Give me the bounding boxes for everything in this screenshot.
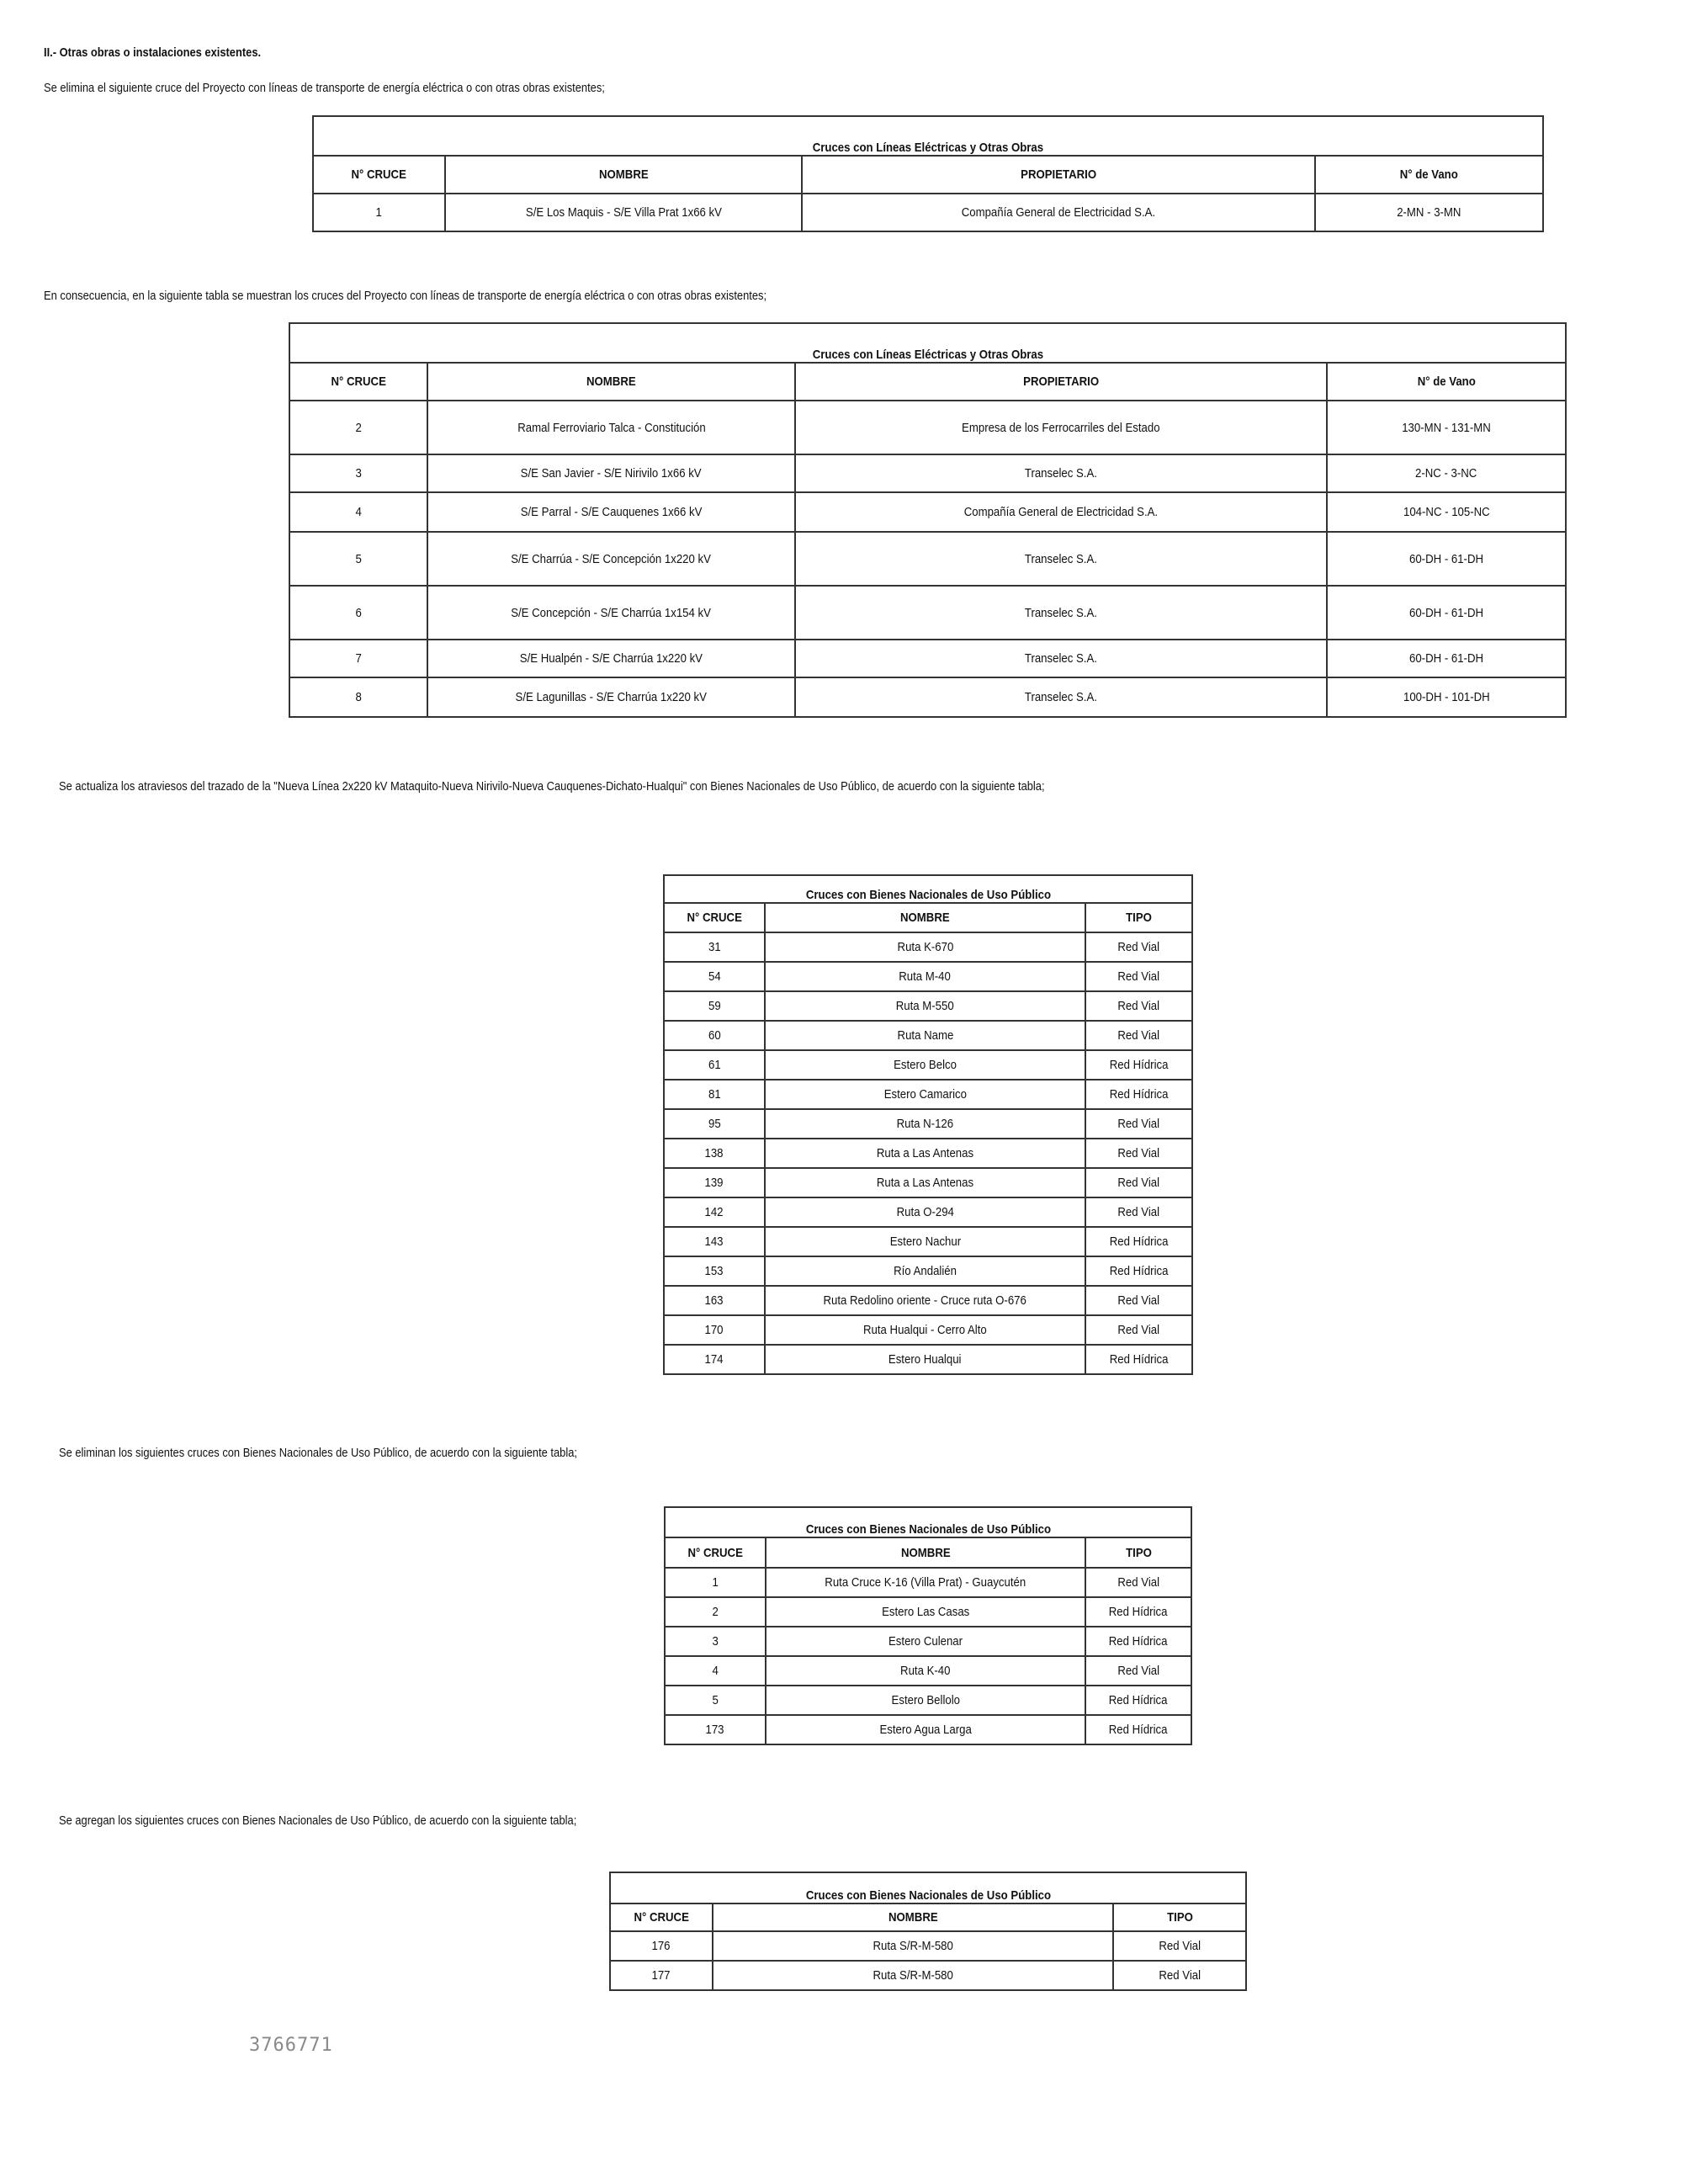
table-cell [1113, 1961, 1246, 1990]
cell-text: Empresa de los Ferrocarriles del Estado [962, 420, 1160, 435]
cell-text: 176 [651, 1939, 671, 1953]
table-cell [1085, 1168, 1192, 1197]
table-cell [289, 586, 427, 640]
cell-text: Ruta M-40 [899, 969, 952, 984]
table-cell [427, 586, 795, 640]
table-cell [1113, 1931, 1246, 1961]
cell-text: Red Vial [1117, 1146, 1160, 1160]
table-cell [664, 1109, 765, 1139]
table-cell [1085, 1656, 1191, 1686]
cell-text: 60 [708, 1028, 721, 1043]
cell-text: 143 [704, 1234, 724, 1249]
cell-text: 95 [708, 1117, 721, 1131]
cell-text: Ruta M-550 [896, 999, 954, 1013]
cell-text: Transelec S.A. [1024, 651, 1098, 666]
table-cell [795, 532, 1327, 586]
cell-text: 130-MN - 131-MN [1402, 420, 1491, 435]
table-cell [1327, 677, 1566, 717]
cell-text: Ruta Name [897, 1028, 953, 1043]
table-removed-public-crossings [664, 1506, 1192, 1745]
cell-text: Ruta a Las Antenas [876, 1176, 974, 1190]
table-row [664, 1315, 1192, 1345]
cell-text: 4 [355, 505, 362, 519]
table-row [665, 1597, 1191, 1627]
table-row [664, 1080, 1192, 1109]
table-cell [664, 1227, 765, 1256]
cell-text: S/E Hualpén - S/E Charrúa 1x220 kV [519, 651, 703, 666]
cell-text: 3 [712, 1634, 719, 1649]
table-row [664, 932, 1192, 962]
table-row [665, 1656, 1191, 1686]
col-header-vano: N° de Vano [1417, 374, 1476, 389]
cell-text: Red Hídrica [1109, 1234, 1169, 1249]
cell-text: Ruta K-670 [897, 940, 953, 954]
cell-text: Ruta Redolino oriente - Cruce ruta O-676 [823, 1293, 1027, 1308]
table-cell [765, 1080, 1085, 1109]
table-row [665, 1568, 1191, 1597]
table-cell [795, 640, 1327, 677]
cell-text: Compañía General de Electricidad S.A. [961, 205, 1156, 220]
cell-text: 2 [712, 1605, 719, 1619]
cell-text: Red Hídrica [1109, 1058, 1169, 1072]
col-header-cruce: N° CRUCE [351, 167, 407, 182]
cell-text: 177 [651, 1968, 671, 1983]
table-row [664, 1345, 1192, 1374]
cell-text: Red Hídrica [1109, 1693, 1168, 1707]
table-cell [765, 1256, 1085, 1286]
table-row [289, 640, 1566, 677]
table-cell [664, 1080, 765, 1109]
table-cell [795, 586, 1327, 640]
table-cell [1085, 1597, 1191, 1627]
table-row [610, 1961, 1246, 1990]
cell-text: 4 [712, 1664, 719, 1678]
table-cell [664, 962, 765, 991]
table-cell [1085, 1315, 1192, 1345]
table-cell [610, 1961, 713, 1990]
table-cell [664, 1021, 765, 1050]
table-title: Cruces con Líneas Eléctricas y Otras Obras [812, 141, 1044, 155]
table-row [664, 1256, 1192, 1286]
table-cell [665, 1715, 766, 1744]
cell-text: Transelec S.A. [1024, 551, 1098, 566]
cell-text: Ruta K-40 [900, 1664, 951, 1678]
cell-text: 153 [704, 1264, 724, 1278]
table-cell [1085, 1568, 1191, 1597]
cell-text: 81 [708, 1087, 721, 1102]
table-cell [445, 194, 802, 231]
cell-text: Red Vial [1117, 1028, 1160, 1043]
cell-text: 163 [704, 1293, 724, 1308]
cell-text: Estero Las Casas [881, 1605, 970, 1619]
cell-text: 8 [355, 690, 362, 704]
table-cell [664, 1345, 765, 1374]
cell-text: S/E Los Maquis - S/E Villa Prat 1x66 kV [525, 205, 722, 220]
cell-text: Ruta a Las Antenas [876, 1146, 974, 1160]
table-current-electric-crossings [289, 322, 1567, 718]
cell-text: 104-NC - 105-NC [1403, 505, 1490, 519]
table-cell [665, 1597, 766, 1627]
cell-text: S/E San Javier - S/E Nirivilo 1x66 kV [521, 466, 702, 481]
cell-text: Red Hídrica [1109, 1634, 1168, 1649]
table-cell [765, 1050, 1085, 1080]
col-header-nombre: NOMBRE [586, 374, 636, 389]
table-cell [1327, 492, 1566, 532]
table-cell [1315, 194, 1543, 231]
cell-text: 139 [704, 1176, 724, 1190]
cell-text: 100-DH - 101-DH [1403, 690, 1490, 704]
cell-text: S/E Charrúa - S/E Concepción 1x220 kV [511, 551, 712, 566]
cell-text: Red Vial [1159, 1939, 1201, 1953]
table-row [664, 1286, 1192, 1315]
col-header-nombre: NOMBRE [900, 911, 950, 925]
table-cell [795, 677, 1327, 717]
cell-text: 3 [355, 466, 362, 481]
table-cell [664, 1197, 765, 1227]
table-cell [1085, 1139, 1192, 1168]
table-row [664, 1050, 1192, 1080]
table-cell [766, 1568, 1085, 1597]
table-title: Cruces con Bienes Nacionales de Uso Público [805, 888, 1051, 902]
cell-text: Red Vial [1117, 940, 1160, 954]
col-header-cruce: N° CRUCE [687, 1545, 743, 1560]
col-header-tipo: TIPO [1166, 1910, 1193, 1925]
table-cell [664, 991, 765, 1021]
table-cell [765, 1315, 1085, 1345]
table-cell [765, 1227, 1085, 1256]
cell-text: Transelec S.A. [1024, 466, 1098, 481]
table-cell [765, 1109, 1085, 1139]
table-cell [289, 640, 427, 677]
table-cell [765, 1345, 1085, 1374]
cell-text: 54 [708, 969, 721, 984]
cell-text: Red Hídrica [1109, 1605, 1168, 1619]
cell-text: Ruta O-294 [896, 1205, 954, 1219]
table-cell [427, 677, 795, 717]
table-cell [765, 1139, 1085, 1168]
paragraph-eliminated-crossing: Se elimina el siguiente cruce del Proyecto con líneas de transporte de energía eléctrica o con otras obras existentes; [44, 81, 605, 95]
cell-text: Red Vial [1117, 1117, 1160, 1131]
cell-text: 174 [704, 1352, 724, 1367]
table-cell [766, 1656, 1085, 1686]
table-cell [427, 454, 795, 492]
cell-text: 5 [355, 551, 362, 566]
cell-text: 170 [704, 1323, 724, 1337]
cell-text: Estero Nachur [889, 1234, 961, 1249]
cell-text: Ruta Hualqui - Cerro Alto [863, 1323, 987, 1337]
table-cell [1085, 991, 1192, 1021]
table-cell [766, 1597, 1085, 1627]
cell-text: 142 [704, 1205, 724, 1219]
cell-text: 138 [704, 1146, 724, 1160]
cell-text: 61 [708, 1058, 721, 1072]
table-cell [665, 1627, 766, 1656]
cell-text: 59 [708, 999, 721, 1013]
paragraph-current-crossings: En consecuencia, en la siguiente tabla se muestran los cruces del Proyecto con líneas de transporte de energía eléctrica o con otras obras existentes; [44, 289, 767, 303]
cell-text: Red Vial [1117, 1176, 1160, 1190]
cell-text: Ruta S/R-M-580 [873, 1968, 953, 1983]
table-cell [1085, 1021, 1192, 1050]
table-added-public-crossings [609, 1872, 1247, 1991]
table-cell [1085, 1197, 1192, 1227]
table-cell [664, 1050, 765, 1080]
table-cell [1327, 640, 1566, 677]
col-header-cruce: N° CRUCE [687, 911, 742, 925]
cell-text: 31 [708, 940, 721, 954]
cell-text: 1 [712, 1575, 719, 1590]
table-cell [765, 991, 1085, 1021]
cell-text: Red Vial [1117, 999, 1160, 1013]
table-cell [1085, 1109, 1192, 1139]
table-cell [795, 454, 1327, 492]
cell-text: Red Vial [1159, 1968, 1201, 1983]
cell-text: Red Vial [1117, 1205, 1160, 1219]
table-cell [795, 492, 1327, 532]
table-row [664, 1168, 1192, 1197]
cell-text: Compañía General de Electricidad S.A. [963, 505, 1159, 519]
cell-text: Ruta S/R-M-580 [873, 1939, 953, 1953]
table-cell [1085, 932, 1192, 962]
table-cell [1085, 1686, 1191, 1715]
table-row [289, 677, 1566, 717]
table-cell [795, 401, 1327, 454]
cell-text: Estero Belco [894, 1058, 957, 1072]
cell-text: Red Hídrica [1109, 1352, 1169, 1367]
cell-text: Transelec S.A. [1024, 605, 1098, 620]
table-row [289, 401, 1566, 454]
cell-text: Red Vial [1117, 1664, 1159, 1678]
table-row [289, 454, 1566, 492]
table-cell [289, 677, 427, 717]
col-header-tipo: TIPO [1126, 911, 1152, 925]
col-header-propietario: PROPIETARIO [1023, 374, 1099, 389]
table-cell [1085, 1715, 1191, 1744]
table-cell [664, 1315, 765, 1345]
table-row [664, 1109, 1192, 1139]
col-header-nombre: NOMBRE [900, 1545, 951, 1560]
table-cell [665, 1656, 766, 1686]
cell-text: Estero Agua Larga [879, 1723, 972, 1737]
cell-text: S/E Lagunillas - S/E Charrúa 1x220 kV [515, 690, 708, 704]
table-cell [289, 532, 427, 586]
cell-text: Red Vial [1117, 1575, 1159, 1590]
table-title: Cruces con Bienes Nacionales de Uso Público [805, 1522, 1051, 1537]
table-cell [1085, 962, 1192, 991]
table-cell [664, 1139, 765, 1168]
cell-text: 1 [375, 205, 383, 220]
table-eliminated-electric-crossings [312, 115, 1544, 232]
table-cell [1085, 1050, 1192, 1080]
table-cell [1085, 1627, 1191, 1656]
cell-text: 2-MN - 3-MN [1397, 205, 1461, 220]
cell-text: S/E Parral - S/E Cauquenes 1x66 kV [520, 505, 703, 519]
col-header-vano: N° de Vano [1399, 167, 1459, 182]
table-cell [664, 932, 765, 962]
table-cell [766, 1627, 1085, 1656]
table-cell [664, 1168, 765, 1197]
table-cell [427, 492, 795, 532]
table-cell [802, 194, 1315, 231]
table-cell [765, 1168, 1085, 1197]
table-updated-public-crossings [663, 874, 1193, 1375]
table-row [610, 1931, 1246, 1961]
cell-text: Estero Camarico [883, 1087, 967, 1102]
col-header-propietario: PROPIETARIO [1021, 167, 1096, 182]
table-cell [665, 1686, 766, 1715]
table-cell [1327, 401, 1566, 454]
table-cell [427, 401, 795, 454]
cell-text: Estero Culenar [888, 1634, 963, 1649]
cell-text: 60-DH - 61-DH [1408, 551, 1484, 566]
cell-text: Red Vial [1117, 969, 1160, 984]
table-row [665, 1627, 1191, 1656]
table-cell [1085, 1345, 1192, 1374]
table-row [664, 1227, 1192, 1256]
table-cell [1085, 1256, 1192, 1286]
cell-text: Red Vial [1117, 1293, 1160, 1308]
paragraph-removed-crossings: Se eliminan los siguientes cruces con Bienes Nacionales de Uso Público, de acuerdo con la siguiente tabla; [59, 1446, 577, 1460]
section-title: II.- Otras obras o instalaciones existentes. [44, 45, 262, 60]
table-row [289, 532, 1566, 586]
cell-text: 2 [355, 420, 362, 435]
col-header-nombre: NOMBRE [598, 167, 649, 182]
table-title: Cruces con Líneas Eléctricas y Otras Obras [812, 348, 1043, 362]
cell-text: Ruta N-126 [896, 1117, 954, 1131]
table-cell [610, 1931, 713, 1961]
cell-text: Red Hídrica [1109, 1087, 1169, 1102]
paragraph-updated-crossings: Se actualiza los atraviesos del trazado de la "Nueva Línea 2x220 kV Mataquito-Nueva Nirivilo-Nueva Cauquenes-Dichato-Hualqui" con Bienes Nacionales de Uso Público, de acuerdo con la siguiente tabla; [59, 779, 1045, 794]
table-cell [289, 492, 427, 532]
cell-text: Estero Hualqui [888, 1352, 962, 1367]
cell-text: Red Hídrica [1109, 1264, 1169, 1278]
table-cell [1085, 1227, 1192, 1256]
col-header-nombre: NOMBRE [888, 1910, 938, 1925]
table-cell [1085, 1286, 1192, 1315]
table-cell [289, 454, 427, 492]
table-cell [664, 1256, 765, 1286]
table-cell [766, 1715, 1085, 1744]
table-row [664, 1197, 1192, 1227]
cell-text: Ramal Ferroviario Talca - Constitución [517, 420, 706, 435]
table-cell [713, 1931, 1113, 1961]
table-row [664, 962, 1192, 991]
table-row [665, 1715, 1191, 1744]
table-row [664, 1139, 1192, 1168]
table-cell [427, 640, 795, 677]
col-header-cruce: N° CRUCE [331, 374, 386, 389]
table-cell [665, 1568, 766, 1597]
table-row [665, 1686, 1191, 1715]
table-row [313, 194, 1543, 231]
table-row [664, 1021, 1192, 1050]
cell-text: Río Andalién [894, 1264, 957, 1278]
table-row [289, 586, 1566, 640]
table-cell [765, 962, 1085, 991]
table-cell [664, 1286, 765, 1315]
table-row [289, 492, 1566, 532]
table-row [664, 991, 1192, 1021]
cell-text: 6 [355, 605, 362, 620]
cell-text: Red Hídrica [1109, 1723, 1168, 1737]
table-cell [1085, 1080, 1192, 1109]
cell-text: 60-DH - 61-DH [1408, 605, 1484, 620]
cell-text: 2-NC - 3-NC [1415, 466, 1477, 481]
col-header-tipo: TIPO [1125, 1545, 1152, 1560]
cell-text: 7 [355, 651, 362, 666]
table-cell [713, 1961, 1113, 1990]
cell-text: Ruta Cruce K-16 (Villa Prat) - Guaycutén [825, 1575, 1026, 1590]
table-title: Cruces con Bienes Nacionales de Uso Público [805, 1888, 1051, 1903]
paragraph-added-crossings: Se agregan los siguientes cruces con Bienes Nacionales de Uso Público, de acuerdo con la siguiente tabla; [59, 1813, 577, 1828]
col-header-cruce: N° CRUCE [634, 1910, 689, 1925]
cell-text: 173 [705, 1723, 725, 1737]
table-cell [766, 1686, 1085, 1715]
table-cell [289, 401, 427, 454]
table-cell [313, 194, 445, 231]
table-cell [765, 932, 1085, 962]
cell-text: 5 [712, 1693, 719, 1707]
cell-text: S/E Concepción - S/E Charrúa 1x154 kV [511, 605, 712, 620]
table-cell [1327, 454, 1566, 492]
cell-text: Estero Bellolo [891, 1693, 960, 1707]
table-cell [765, 1197, 1085, 1227]
table-cell [1327, 586, 1566, 640]
cell-text: 60-DH - 61-DH [1408, 651, 1484, 666]
table-cell [765, 1021, 1085, 1050]
cell-text: Red Vial [1117, 1323, 1160, 1337]
table-cell [427, 532, 795, 586]
table-cell [765, 1286, 1085, 1315]
table-cell [1327, 532, 1566, 586]
document-number: 3766771 [249, 2035, 333, 2056]
cell-text: Transelec S.A. [1024, 690, 1098, 704]
